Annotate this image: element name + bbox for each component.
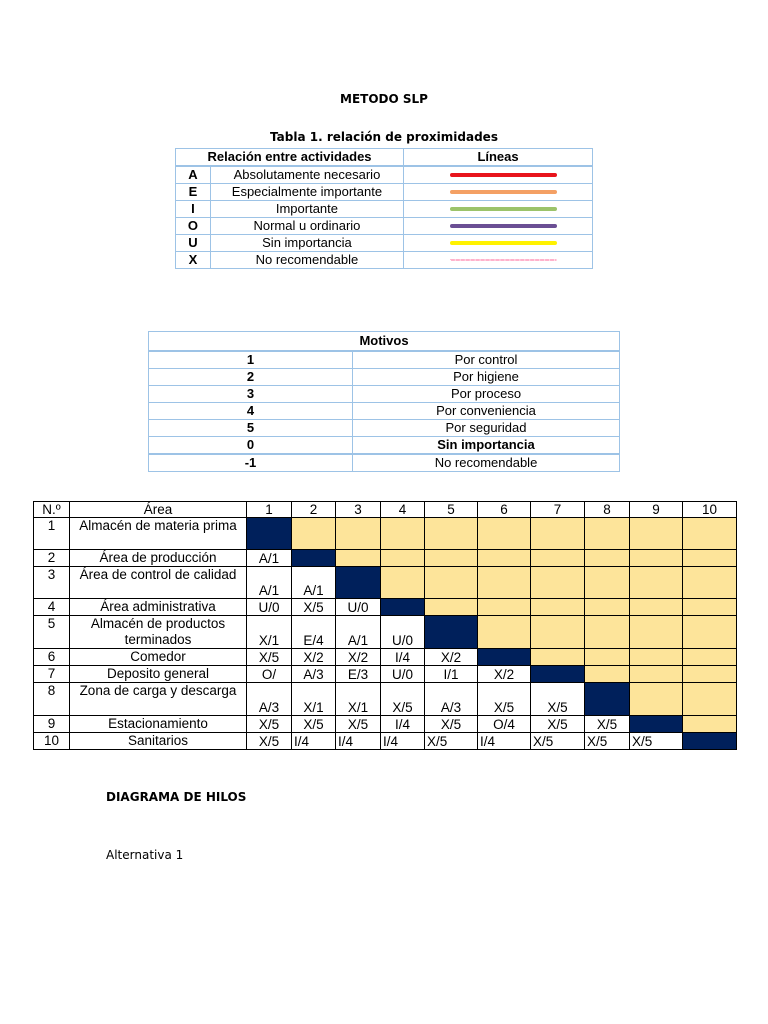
motive-row	[149, 369, 620, 386]
matrix-empty-cell	[531, 616, 585, 649]
line-swatch	[450, 207, 557, 211]
matrix-empty-cell	[531, 518, 585, 550]
matrix-empty-cell	[336, 550, 381, 567]
matrix-empty-cell	[630, 599, 683, 616]
matrix-relation-cell: X/5	[247, 733, 292, 750]
table1-caption: Tabla 1. relación de proximidades	[270, 130, 498, 144]
matrix-empty-cell	[478, 518, 531, 550]
matrix-area-name: Comedor	[70, 649, 247, 666]
matrix-empty-cell	[683, 567, 737, 599]
matrix-relation-cell: I/4	[381, 716, 425, 733]
matrix-relation-cell: A/1	[247, 567, 292, 599]
table1-row	[176, 218, 593, 235]
matrix-relation-cell: A/3	[425, 683, 478, 716]
matrix-row-number: 5	[34, 616, 70, 649]
matrix-row-number: 10	[34, 733, 70, 750]
matrix-header-9: 8	[585, 502, 630, 518]
matrix-row-number: 6	[34, 649, 70, 666]
matrix-empty-cell	[683, 550, 737, 567]
matrix-relation-cell: X/5	[292, 599, 336, 616]
matrix-relation-cell: U/0	[336, 599, 381, 616]
matrix-empty-cell	[531, 649, 585, 666]
matrix-area-name: Área de producción	[70, 550, 247, 567]
matrix-row	[34, 716, 737, 733]
matrix-relation-cell: A/1	[292, 567, 336, 599]
matrix-empty-cell	[478, 550, 531, 567]
relation-code: E	[176, 184, 211, 201]
line-style-cell	[404, 201, 593, 218]
matrix-empty-cell	[630, 518, 683, 550]
line-swatch	[450, 224, 557, 228]
motive-row	[149, 386, 620, 403]
motive-number: -1	[149, 454, 353, 472]
motive-number: 4	[149, 403, 353, 420]
motive-label: Por seguridad	[353, 420, 620, 437]
matrix-diagonal-cell	[292, 550, 336, 567]
matrix-relation-cell: A/1	[336, 616, 381, 649]
matrix-relation-cell: I/4	[381, 649, 425, 666]
matrix-relation-cell: X/5	[585, 716, 630, 733]
table1-header-lines: Líneas	[404, 149, 593, 167]
motive-number: 0	[149, 437, 353, 455]
matrix-relation-cell: X/2	[292, 649, 336, 666]
matrix-relation-cell: E/4	[292, 616, 336, 649]
matrix-relation-cell: X/1	[336, 683, 381, 716]
matrix-empty-cell	[683, 649, 737, 666]
motives-table	[148, 331, 620, 472]
matrix-relation-cell: A/3	[292, 666, 336, 683]
line-style-cell	[404, 184, 593, 201]
matrix-empty-cell	[336, 518, 381, 550]
matrix-relation-cell: U/0	[381, 616, 425, 649]
relation-code: X	[176, 252, 211, 269]
matrix-relation-cell: I/1	[425, 666, 478, 683]
matrix-empty-cell	[683, 683, 737, 716]
matrix-empty-cell	[630, 550, 683, 567]
matrix-header-10: 9	[630, 502, 683, 518]
matrix-empty-cell	[531, 550, 585, 567]
relation-description: No recomendable	[210, 252, 403, 269]
matrix-row-number: 9	[34, 716, 70, 733]
matrix-relation-cell: X/5	[247, 649, 292, 666]
line-swatch	[450, 173, 557, 177]
proximity-relation-table	[175, 148, 593, 269]
matrix-empty-cell	[531, 567, 585, 599]
table1-row	[176, 201, 593, 218]
matrix-header-1: Área	[70, 502, 247, 518]
matrix-row-number: 8	[34, 683, 70, 716]
motive-number: 1	[149, 351, 353, 369]
matrix-header-4: 3	[336, 502, 381, 518]
matrix-row	[34, 616, 737, 649]
matrix-header-8: 7	[531, 502, 585, 518]
matrix-empty-cell	[630, 649, 683, 666]
matrix-relation-cell: X/2	[478, 666, 531, 683]
matrix-relation-cell: X/2	[425, 649, 478, 666]
matrix-relation-cell: A/1	[247, 550, 292, 567]
line-swatch	[450, 241, 557, 245]
matrix-header-6: 5	[425, 502, 478, 518]
matrix-row	[34, 733, 737, 750]
matrix-empty-cell	[585, 649, 630, 666]
matrix-header-11: 10	[683, 502, 737, 518]
matrix-header-0: N.º	[34, 502, 70, 518]
relation-description: Normal u ordinario	[210, 218, 403, 235]
matrix-diagonal-cell	[381, 599, 425, 616]
matrix-relation-cell: X/5	[425, 733, 478, 750]
matrix-empty-cell	[683, 616, 737, 649]
matrix-empty-cell	[531, 599, 585, 616]
matrix-empty-cell	[585, 666, 630, 683]
matrix-area-name: Área de control de calidad	[70, 567, 247, 599]
motive-number: 2	[149, 369, 353, 386]
motive-label: Por control	[353, 351, 620, 369]
motive-row	[149, 420, 620, 437]
line-style-cell	[404, 166, 593, 184]
matrix-diagonal-cell	[247, 518, 292, 550]
matrix-empty-cell	[478, 567, 531, 599]
motive-number: 5	[149, 420, 353, 437]
matrix-empty-cell	[585, 518, 630, 550]
matrix-relation-cell: U/0	[381, 666, 425, 683]
matrix-relation-cell: X/5	[247, 716, 292, 733]
matrix-relation-cell: X/5	[531, 733, 585, 750]
matrix-row	[34, 599, 737, 616]
matrix-empty-cell	[381, 518, 425, 550]
matrix-relation-cell: X/5	[478, 683, 531, 716]
motive-label: Por higiene	[353, 369, 620, 386]
matrix-relation-cell: X/5	[336, 716, 381, 733]
matrix-empty-cell	[683, 666, 737, 683]
table1-row	[176, 166, 593, 184]
matrix-empty-cell	[585, 599, 630, 616]
matrix-empty-cell	[425, 567, 478, 599]
matrix-header-7: 6	[478, 502, 531, 518]
matrix-empty-cell	[683, 518, 737, 550]
matrix-area-name: Estacionamiento	[70, 716, 247, 733]
relation-description: Especialmente importante	[210, 184, 403, 201]
section-heading-alternativa: Alternativa 1	[106, 848, 184, 862]
motive-row	[149, 454, 620, 472]
line-style-cell	[404, 218, 593, 235]
matrix-relation-cell: X/1	[292, 683, 336, 716]
matrix-relation-cell: I/4	[336, 733, 381, 750]
matrix-empty-cell	[425, 550, 478, 567]
matrix-row	[34, 649, 737, 666]
matrix-area-name: Almacén de materia prima	[70, 518, 247, 550]
relation-code: O	[176, 218, 211, 235]
matrix-diagonal-cell	[585, 683, 630, 716]
matrix-empty-cell	[630, 567, 683, 599]
matrix-row-number: 1	[34, 518, 70, 550]
table1-row	[176, 252, 593, 269]
matrix-relation-cell: E/3	[336, 666, 381, 683]
relation-code: I	[176, 201, 211, 218]
matrix-area-name: Sanitarios	[70, 733, 247, 750]
table1-row	[176, 235, 593, 252]
motive-label: No recomendable	[353, 454, 620, 472]
document-title: METODO SLP	[340, 92, 428, 106]
matrix-relation-cell: X/5	[381, 683, 425, 716]
matrix-relation-cell: I/4	[478, 733, 531, 750]
matrix-diagonal-cell	[425, 616, 478, 649]
motive-label: Por proceso	[353, 386, 620, 403]
matrix-empty-cell	[585, 550, 630, 567]
table1-header-relation: Relación entre actividades	[176, 149, 404, 167]
matrix-relation-cell: O/4	[478, 716, 531, 733]
line-swatch	[450, 260, 557, 261]
matrix-empty-cell	[478, 599, 531, 616]
matrix-empty-cell	[425, 518, 478, 550]
matrix-relation-cell: X/5	[531, 683, 585, 716]
matrix-empty-cell	[683, 599, 737, 616]
matrix-empty-cell	[630, 683, 683, 716]
line-swatch	[450, 190, 557, 194]
matrix-empty-cell	[478, 616, 531, 649]
motive-row	[149, 351, 620, 369]
matrix-empty-cell	[585, 567, 630, 599]
matrix-diagonal-cell	[683, 733, 737, 750]
matrix-empty-cell	[425, 599, 478, 616]
motive-number: 3	[149, 386, 353, 403]
matrix-relation-cell: U/0	[247, 599, 292, 616]
relation-description: Sin importancia	[210, 235, 403, 252]
matrix-relation-cell: O/	[247, 666, 292, 683]
matrix-row	[34, 683, 737, 716]
matrix-relation-cell: X/5	[425, 716, 478, 733]
motives-header: Motivos	[149, 332, 620, 352]
motive-label: Sin importancia	[353, 437, 620, 455]
matrix-relation-cell: X/1	[247, 616, 292, 649]
matrix-diagonal-cell	[336, 567, 381, 599]
matrix-area-name: Zona de carga y descarga	[70, 683, 247, 716]
section-heading-diagrama-de-hilos: DIAGRAMA DE HILOS	[106, 790, 247, 804]
matrix-row-number: 2	[34, 550, 70, 567]
matrix-relation-cell: I/4	[292, 733, 336, 750]
matrix-header-2: 1	[247, 502, 292, 518]
matrix-header-3: 2	[292, 502, 336, 518]
motive-row	[149, 403, 620, 420]
matrix-row	[34, 550, 737, 567]
line-style-cell	[404, 252, 593, 269]
matrix-empty-cell	[630, 666, 683, 683]
matrix-empty-cell	[381, 567, 425, 599]
matrix-row-number: 7	[34, 666, 70, 683]
matrix-relation-cell: X/5	[585, 733, 630, 750]
matrix-area-name: Área administrativa	[70, 599, 247, 616]
motive-label: Por conveniencia	[353, 403, 620, 420]
matrix-relation-cell: X/2	[336, 649, 381, 666]
matrix-empty-cell	[381, 550, 425, 567]
matrix-row	[34, 567, 737, 599]
matrix-row-number: 3	[34, 567, 70, 599]
matrix-diagonal-cell	[531, 666, 585, 683]
table1-row	[176, 184, 593, 201]
matrix-relation-cell: X/5	[531, 716, 585, 733]
matrix-empty-cell	[585, 616, 630, 649]
relation-code: U	[176, 235, 211, 252]
relation-description: Absolutamente necesario	[210, 166, 403, 184]
matrix-relation-cell: I/4	[381, 733, 425, 750]
matrix-row	[34, 666, 737, 683]
line-style-cell	[404, 235, 593, 252]
matrix-empty-cell	[292, 518, 336, 550]
motive-row	[149, 437, 620, 455]
relation-description: Importante	[210, 201, 403, 218]
relationship-matrix	[33, 501, 737, 750]
matrix-area-name: Almacén de productos terminados	[70, 616, 247, 649]
matrix-diagonal-cell	[630, 716, 683, 733]
matrix-relation-cell: X/5	[292, 716, 336, 733]
matrix-row-number: 4	[34, 599, 70, 616]
matrix-diagonal-cell	[478, 649, 531, 666]
matrix-relation-cell: A/3	[247, 683, 292, 716]
matrix-empty-cell	[630, 616, 683, 649]
matrix-row	[34, 518, 737, 550]
matrix-empty-cell	[683, 716, 737, 733]
relation-code: A	[176, 166, 211, 184]
matrix-relation-cell: X/5	[630, 733, 683, 750]
matrix-header-5: 4	[381, 502, 425, 518]
matrix-area-name: Deposito general	[70, 666, 247, 683]
